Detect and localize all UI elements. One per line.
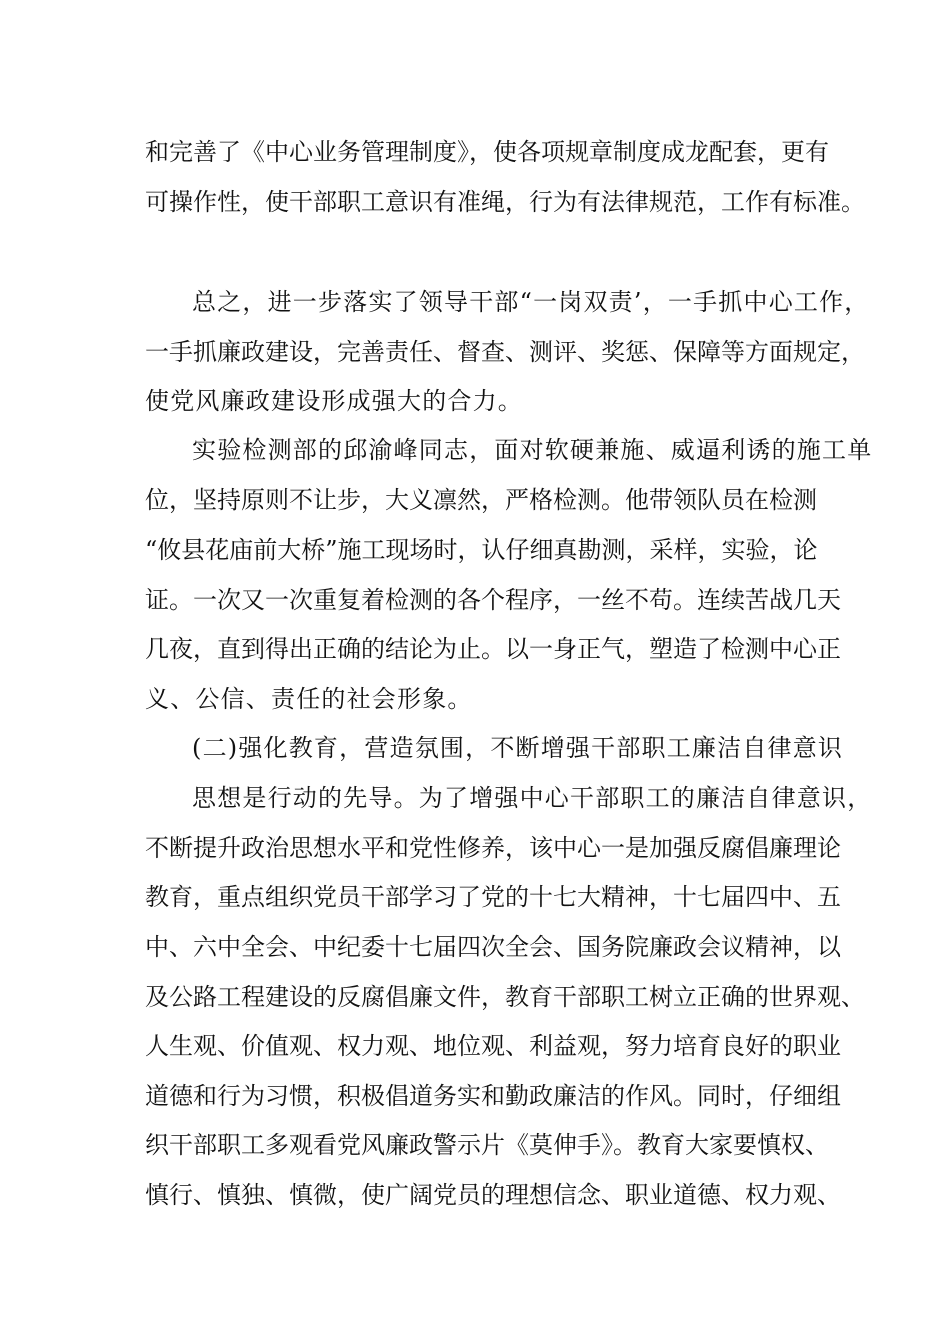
paragraph-start: 总之，进一步落实了领导干部“一岗双责’，一手抓中心工作， (192, 288, 870, 316)
text-line: 及公路工程建设的反腐倡廉文件，教育干部职工树立正确的世界观、 (145, 983, 865, 1011)
text-line: 中、六中全会、中纪委十七届四次全会、国务院廉政会议精神，以 (145, 933, 841, 961)
paragraph-start: 思想是行动的先导。为了增强中心干部职工的廉洁自律意识， (192, 784, 873, 812)
text-line: 一手抓廉政建设，完善责任、督查、测评、奖惩、保障等方面规定， (145, 338, 865, 366)
text-line: 使党风廉政建设形成强大的合力。 (145, 387, 523, 415)
text-line: 慎行、慎独、慎微，使广阔党员的理想信念、职业道德、权力观、 (145, 1181, 841, 1209)
text-line: 不断提升政治思想水平和党性修养，该中心一是加强反腐倡廉理论 (145, 834, 841, 862)
text-line: 人生观、价值观、权力观、地位观、利益观，努力培育良好的职业 (145, 1032, 841, 1060)
text-line: 位，坚持原则不让步，大义凛然，严格检测。他带领队员在检测 (145, 486, 817, 514)
text-line: 教育，重点组织党员干部学习了党的十七大精神，十七届四中、五 (145, 883, 841, 911)
text-line: 几夜，直到得出正确的结论为止。以一身正气，塑造了检测中心正 (145, 635, 841, 663)
text-line: 可操作性，使干部职工意识有准绳，行为有法律规范，工作有标准。 (145, 188, 865, 216)
text-line: 义、公信、责任的社会形象。 (145, 685, 473, 713)
paragraph-start: 实验检测部的邱渝峰同志，面对软硬兼施、威逼利诱的施工单 (192, 436, 873, 464)
text-line: 道德和行为习惯，积极倡道务实和勤政廉洁的作风。同时，仔细组 (145, 1082, 841, 1110)
text-line: 和完善了《中心业务管理制度》，使各项规章制度成龙配套，更有 (145, 138, 829, 166)
text-line: “攸县花庙前大桥”施工现场时，认仔细真勘测，采样，实验，论 (145, 536, 818, 564)
section-heading: (二)强化教育，营造氛围，不断增强干部职工廉洁自律意识 (192, 734, 844, 762)
text-line: 织干部职工多观看党风廉政警示片《莫伸手》。教育大家要慎权、 (145, 1131, 829, 1159)
text-line: 证。一次又一次重复着检测的各个程序，一丝不苟。连续苦战几天 (145, 586, 841, 614)
